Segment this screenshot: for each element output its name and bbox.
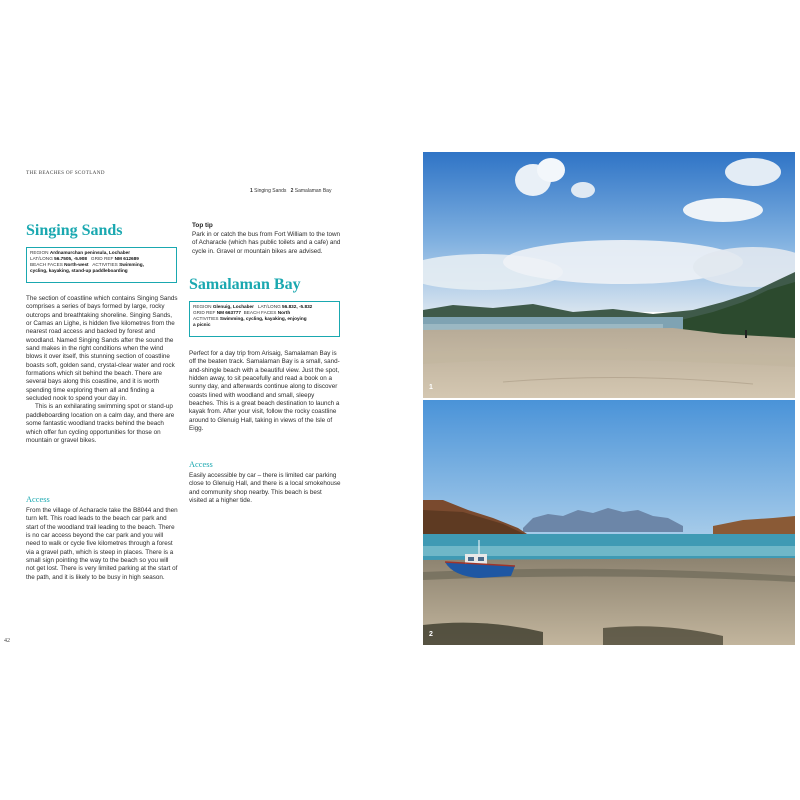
photo-singing-sands-image	[423, 152, 795, 398]
gridref-value: NM 663777	[216, 310, 241, 315]
samalaman-bay-access-heading: Access	[189, 460, 213, 469]
gridref-value: NM 612689	[114, 256, 139, 261]
photo-number-1: 1	[429, 384, 433, 391]
activities-value-cont: cycling, kayaking, stand-up paddleboarding	[30, 268, 128, 273]
info-activities-cont-row	[193, 322, 336, 328]
photo-index-num-1: 1	[250, 188, 253, 194]
latlong-label: LAT/LONG	[30, 256, 53, 261]
singing-sands-para-2: This is an exhilarating swimming spot or stand-up paddleboarding location on a calm day, and there are some fantastic woodland tracks behind the beach which offer fun cycling opportunities for those on mountain or gravel bikes.	[26, 403, 175, 444]
singing-sands-description	[26, 295, 178, 445]
faces-label: BEACH FACES	[30, 262, 63, 267]
faces-label: BEACH FACES	[243, 310, 277, 315]
singing-sands-title: Singing Sands	[26, 222, 123, 239]
folio-left: 42	[4, 638, 10, 644]
region-value: Glenuig, Lochaber	[212, 304, 254, 309]
gridref-label: GRID REF	[193, 310, 216, 315]
region-label: REGION	[193, 304, 212, 309]
samalaman-bay-title: Samalaman Bay	[189, 276, 301, 293]
region-value: Ardnamurchan peninsula, Lochaber	[49, 250, 131, 255]
top-tip	[192, 231, 342, 256]
region-label: REGION	[30, 250, 49, 255]
photo-index	[250, 188, 331, 194]
samalaman-bay-access	[189, 472, 341, 505]
singing-sands-para-1: The section of coastline which contains Singing Sands comprises a series of bays formed by large, rocky outcrops and breathtaking shoreline. Singing Sands, or Camas an Lighe, is hidden five kilometres from the nearest road access and backed by forest and woodland. Named Singing Sands after the sound the sand makes in the right conditions when the wind blows it over itself, this stunning section of coastline boasts soft, golden sand, crystal-clear water and rock formations which sit behind the beach. There are several bays along this coastline, and it is worth spending time exploring them all and finding a secluded nook to spend your day in.	[26, 295, 178, 403]
latlong-label: LAT/LONG	[257, 304, 281, 309]
gridref-label: GRID REF	[90, 256, 114, 261]
faces-value: North-west	[64, 262, 89, 267]
photo-samalaman-bay	[423, 400, 795, 645]
photo-samalaman-bay-image	[423, 400, 795, 645]
samalaman-bay-description	[189, 350, 341, 433]
singing-sands-infobox	[26, 247, 177, 283]
samalaman-bay-access-text: Easily accessible by car – there is limited car parking close to Glenuig Hall, and there is a local smokehouse and community shop nearby. This beach is best visited at a higher tide.	[189, 472, 341, 505]
singing-sands-access-text: From the village of Acharacle take the B8044 and then turn left. This road leads to the beach car park and start of the woodland trail leading to the beach. There is no car access beyond the car park and you will need to walk or cycle five kilometres through a forest via a gravel path, which is steep in places. There is a small sign pointing the way to the beach so you will not get lost. There is very limited parking at the start of the path, and it is likely to be busy in high season.	[26, 507, 178, 581]
top-tip-text: Park in or catch the bus from Fort William to the town of Acharacle (which has public toilets and a cafe) and cycle in. Gravel or mountain bikes are advised.	[192, 231, 341, 255]
singing-sands-access-heading: Access	[26, 495, 50, 504]
photo-number-2: 2	[429, 631, 433, 638]
activities-value: Swimming,	[119, 262, 144, 267]
photo-index-num-2: 2	[290, 188, 294, 194]
photo-index-label-2: Samalaman Bay	[294, 188, 332, 194]
samalaman-bay-para-1: Perfect for a day trip from Arisaig, Samalaman Bay is off the beaten track. Samalaman Bay is a small, sand-and-shingle beach with a beautiful view. Just the spot, hidden away, to sit peacefully and read a book on a sunny day, and afterwards continue along to discover coasts lined with woodland and small, sleepy beaches. This is a great beach destination to launch a kayak from. After your visit, follow the rocky coastline around to Glenuig Hall, taking in views of the Isle of Eigg.	[189, 350, 340, 433]
singing-sands-access	[26, 507, 178, 582]
samalaman-bay-infobox	[189, 301, 340, 337]
activities-value: Swimming, cycling, kayaking, enjoying	[219, 316, 307, 321]
faces-value: North	[277, 310, 291, 315]
top-tip-heading: Top tip	[192, 222, 213, 229]
activities-label: ACTIVITIES	[92, 262, 118, 267]
running-head: THE BEACHES OF SCOTLAND	[26, 170, 105, 176]
latlong-value: 56.832, -5.832	[282, 304, 313, 309]
latlong-value: 56.7505, -5.908	[54, 256, 87, 261]
info-activities-row	[30, 268, 173, 274]
photo-singing-sands	[423, 152, 795, 398]
photo-index-label-1: Singing Sands	[254, 188, 287, 194]
activities-value-cont: a picnic	[193, 322, 211, 327]
activities-label: ACTIVITIES	[193, 316, 219, 321]
